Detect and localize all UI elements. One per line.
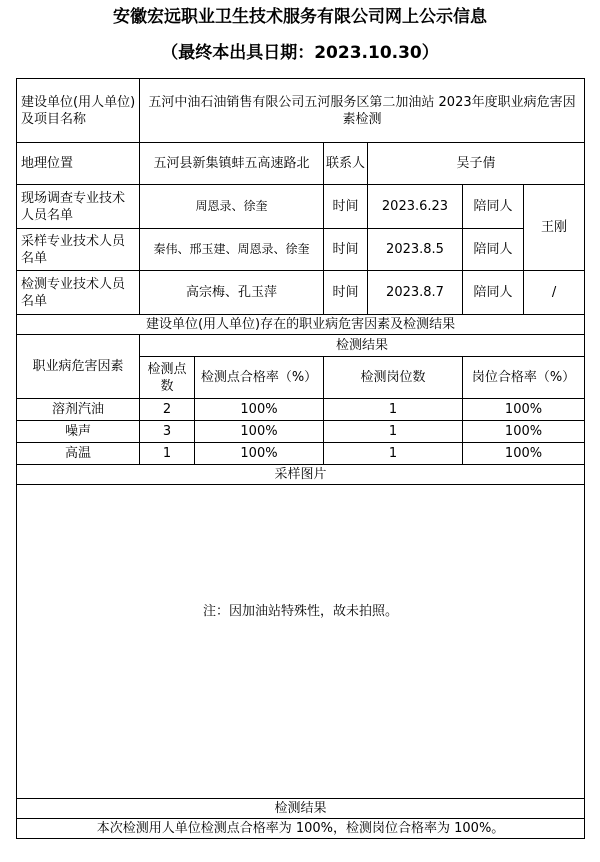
posts-cell: 1 <box>324 399 463 421</box>
testing-companion: / <box>524 271 585 315</box>
post-rate-cell: 100% <box>463 421 585 443</box>
survey-names: 周恩录、徐奎 <box>140 185 324 229</box>
factor-cell: 溶剂汽油 <box>17 399 140 421</box>
sampling-label: 采样专业技术人员名单 <box>17 229 140 271</box>
sampling-companion-label: 陪同人 <box>463 229 524 271</box>
survey-label: 现场调查专业技术人员名单 <box>17 185 140 229</box>
post-rate-cell: 100% <box>463 399 585 421</box>
disclosure-table <box>16 78 585 839</box>
unit-value: 五河中油石油销售有限公司五河服务区第二加油站 2023年度职业病危害因素检测 <box>140 79 585 143</box>
table-row <box>17 421 585 443</box>
points-cell: 3 <box>140 421 195 443</box>
testing-time: 2023.8.7 <box>368 271 463 315</box>
col-point-rate: 检测点合格率（%） <box>195 357 324 399</box>
location-value: 五河县新集镇蚌五高速路北 <box>140 143 324 185</box>
conclusion-text: 本次检测用人单位检测点合格率为 100%，检测岗位合格率为 100%。 <box>17 819 585 839</box>
companion-name: 王刚 <box>524 185 585 271</box>
contact-label: 联系人 <box>324 143 368 185</box>
post-rate-cell: 100% <box>463 443 585 465</box>
point-rate-cell: 100% <box>195 421 324 443</box>
testing-companion-label: 陪同人 <box>463 271 524 315</box>
sampling-names: 秦伟、邢玉建、周恩录、徐奎 <box>140 229 324 271</box>
col-post-rate: 岗位合格率（%） <box>463 357 585 399</box>
issue-date: （最终本出具日期：2023.10.30） <box>161 43 439 63</box>
point-rate-cell: 100% <box>195 399 324 421</box>
table-row <box>17 443 585 465</box>
photo-note: 注：因加油站特殊性，故未拍照。 <box>203 604 399 619</box>
survey-companion-label: 陪同人 <box>463 185 524 229</box>
testing-names: 高宗梅、孔玉萍 <box>140 271 324 315</box>
posts-cell: 1 <box>324 443 463 465</box>
points-cell: 2 <box>140 399 195 421</box>
photo-section-title: 采样图片 <box>17 465 585 485</box>
photo-area <box>17 485 585 799</box>
factor-cell: 噪声 <box>17 421 140 443</box>
factor-cell: 高温 <box>17 443 140 465</box>
point-rate-cell: 100% <box>195 443 324 465</box>
testing-time-label: 时间 <box>324 271 368 315</box>
sampling-time-label: 时间 <box>324 229 368 271</box>
page-title: 安徽宏远职业卫生技术服务有限公司网上公示信息 <box>113 7 487 27</box>
conclusion-title: 检测结果 <box>17 799 585 819</box>
table-row <box>17 399 585 421</box>
result-header: 检测结果 <box>140 335 585 357</box>
contact-value: 吴子倩 <box>368 143 585 185</box>
survey-time: 2023.6.23 <box>368 185 463 229</box>
posts-cell: 1 <box>324 421 463 443</box>
points-cell: 1 <box>140 443 195 465</box>
factor-header: 职业病危害因素 <box>17 335 140 399</box>
unit-label: 建设单位(用人单位)及项目名称 <box>17 79 140 143</box>
sampling-time: 2023.8.5 <box>368 229 463 271</box>
col-points: 检测点数 <box>140 357 195 399</box>
col-posts: 检测岗位数 <box>324 357 463 399</box>
hazard-section-title: 建设单位(用人单位)存在的职业病危害因素及检测结果 <box>17 315 585 335</box>
location-label: 地理位置 <box>17 143 140 185</box>
survey-time-label: 时间 <box>324 185 368 229</box>
testing-label: 检测专业技术人员名单 <box>17 271 140 315</box>
